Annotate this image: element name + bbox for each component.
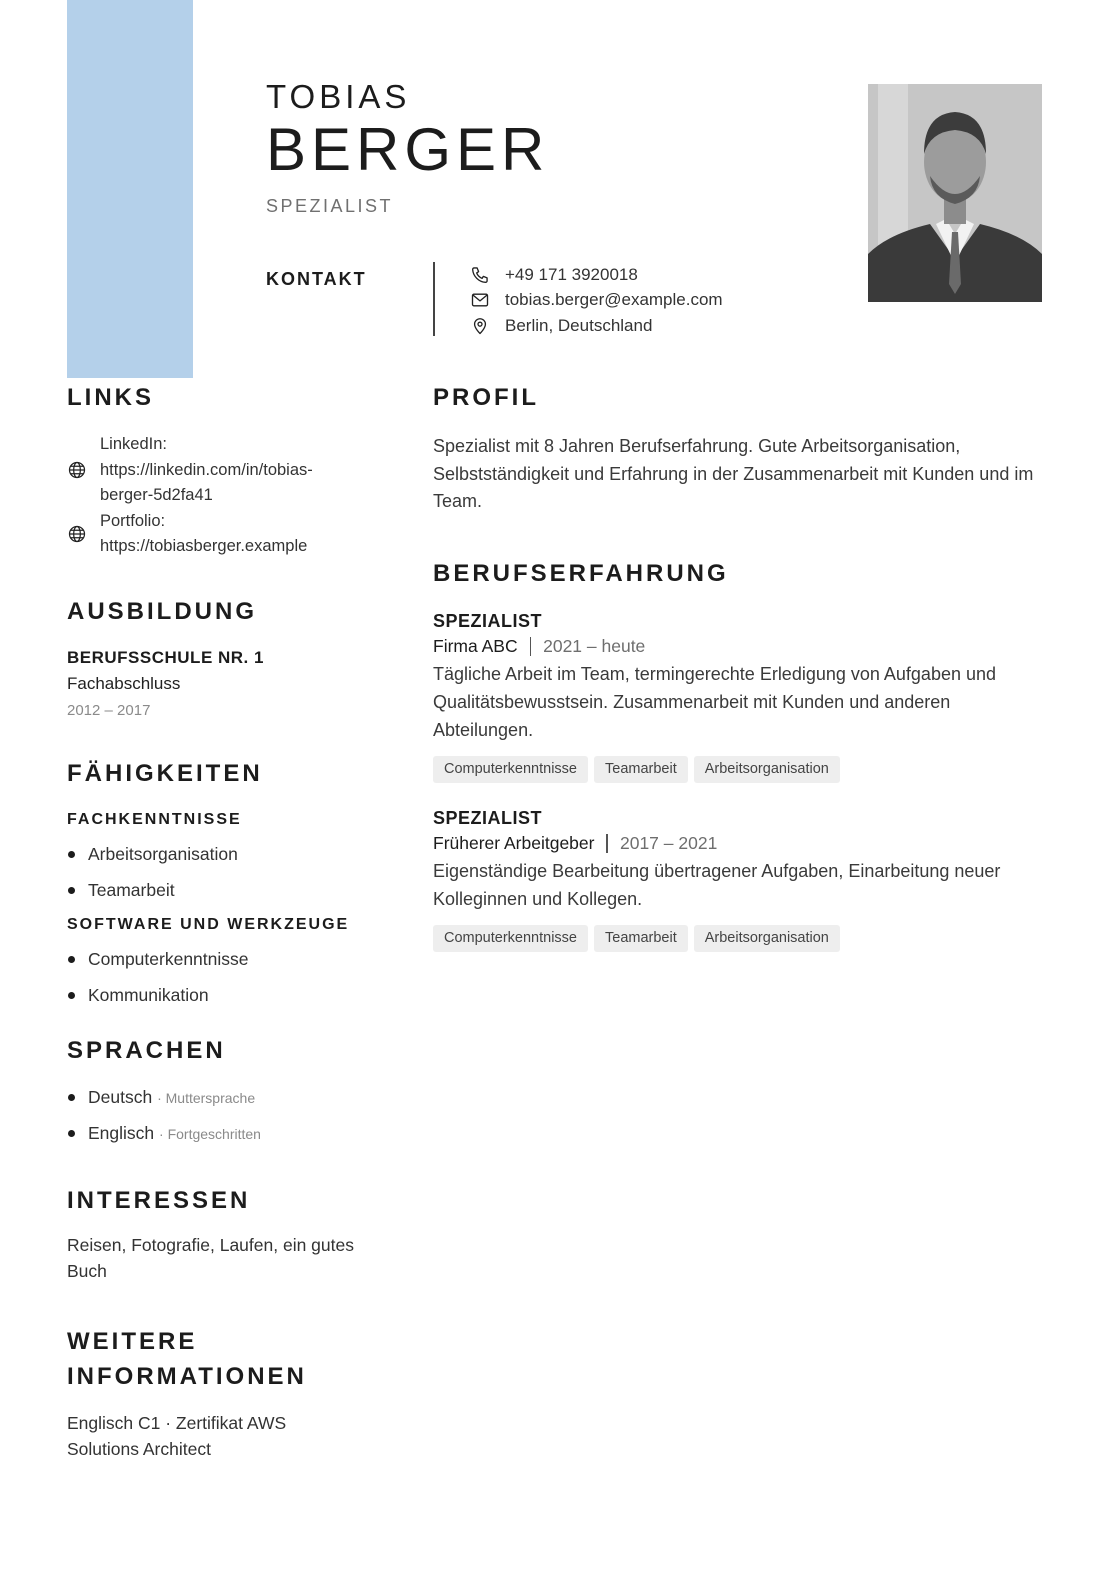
first-name: TOBIAS xyxy=(266,78,411,115)
skills-section xyxy=(67,756,387,1018)
more-info-section xyxy=(67,1324,387,1462)
list-item xyxy=(67,1084,387,1120)
link-label: Portfolio: xyxy=(100,511,166,530)
job-company: Früherer Arbeitgeber xyxy=(433,832,595,853)
contact-label: KONTAKT xyxy=(266,269,367,289)
link-url[interactable]: https://linkedin.com/in/tobias- xyxy=(100,460,313,479)
profile-text: Spezialist mit 8 Jahren Berufserfahrung. Gute Arbeitsorganisation, Selbstständigkeit und Erfahrung in der Zusammenarbeit mit Kunden und im Team. xyxy=(433,436,1034,511)
education-school: BERUFSSCHULE NR. 1 xyxy=(67,647,264,667)
mail-icon xyxy=(470,290,490,310)
skill-tag: Teamarbeit xyxy=(594,756,688,783)
skill-tag: Arbeitsorganisation xyxy=(694,756,840,783)
education-title: AUSBILDUNG xyxy=(67,597,257,625)
skill-tag: Teamarbeit xyxy=(594,925,688,952)
job-role: SPEZIALIST xyxy=(433,807,543,828)
experience-section xyxy=(433,556,1043,952)
education-section xyxy=(67,594,387,719)
job-company: Firma ABC xyxy=(433,635,518,656)
job-entry xyxy=(433,808,1043,952)
list-item xyxy=(67,1120,387,1156)
list-item: Arbeitsorganisation xyxy=(67,841,387,877)
list-item: Teamarbeit xyxy=(67,877,387,913)
skills-group-title: SOFTWARE UND WERKZEUGE xyxy=(67,915,350,933)
more-info-title xyxy=(67,1324,387,1394)
globe-icon xyxy=(67,460,87,480)
skills-group-title: FACHKENNTNISSE xyxy=(67,810,242,828)
globe-icon xyxy=(67,524,87,544)
last-name: BERGER xyxy=(266,116,550,183)
skills-list xyxy=(67,946,387,1018)
skill-tag: Computerkenntnisse xyxy=(433,756,588,783)
profile-photo xyxy=(868,84,1042,302)
languages-section xyxy=(67,1033,387,1156)
links-list xyxy=(67,432,387,560)
language-level: · Fortgeschritten xyxy=(159,1125,261,1142)
education-years: 2012 – 2017 xyxy=(67,701,151,719)
job-role: SPEZIALIST xyxy=(433,610,543,631)
location-text: Berlin, Deutschland xyxy=(505,315,653,335)
language-name: Deutsch xyxy=(88,1086,153,1107)
language-level: · Muttersprache xyxy=(157,1089,256,1106)
resume-header xyxy=(266,78,549,217)
interests-section xyxy=(67,1183,387,1284)
skill-tag: Computerkenntnisse xyxy=(433,925,588,952)
links-section xyxy=(67,380,387,560)
education-degree: Fachabschluss xyxy=(67,673,181,693)
experience-title: BERUFSERFAHRUNG xyxy=(433,559,729,587)
job-dates: 2017 – 2021 xyxy=(619,832,718,853)
email-text: tobias.berger@example.com xyxy=(505,290,723,310)
job-tags xyxy=(433,756,1043,783)
skills-list xyxy=(67,841,387,913)
languages-list xyxy=(67,1084,387,1156)
job-tags xyxy=(433,925,1043,952)
job-separator xyxy=(606,834,608,853)
contact-divider xyxy=(433,262,435,336)
more-info-title-line: WEITERE xyxy=(67,1327,198,1355)
link-portfolio[interactable] xyxy=(67,509,387,560)
job-meta xyxy=(433,833,1043,854)
job-description: Eigenständige Bearbeitung übertragener Aufgaben, Einarbeitung neuer Kolleginnen und Kollegen. xyxy=(433,860,1001,909)
contact-email[interactable] xyxy=(470,288,723,314)
contact-phone[interactable] xyxy=(470,262,723,288)
link-url[interactable]: berger-5d2fa41 xyxy=(100,486,213,504)
job-dates: 2021 – heute xyxy=(543,635,646,656)
job-entry xyxy=(433,611,1043,783)
right-column xyxy=(433,380,1043,952)
interests-title: INTERESSEN xyxy=(67,1186,251,1214)
accent-bar xyxy=(67,0,193,378)
list-item: Computerkenntnisse xyxy=(67,946,387,982)
link-label: LinkedIn: xyxy=(100,435,167,453)
job-meta xyxy=(433,636,1043,657)
location-pin-icon xyxy=(470,316,490,336)
skills-title: FÄHIGKEITEN xyxy=(67,759,263,787)
more-info-title-line: INFORMATIONEN xyxy=(67,1362,307,1390)
phone-text: +49 171 3920018 xyxy=(505,264,638,284)
link-linkedin[interactable] xyxy=(67,432,387,509)
more-info-text: Englisch C1 · Zertifikat AWS Solutions Architect xyxy=(67,1412,287,1459)
interests-text: Reisen, Fotografie, Laufen, ein gutes Buch xyxy=(67,1234,354,1281)
languages-title: SPRACHEN xyxy=(67,1036,226,1064)
job-separator xyxy=(530,637,532,656)
list-item: Kommunikation xyxy=(67,982,387,1018)
links-title: LINKS xyxy=(67,384,154,411)
skill-tag: Arbeitsorganisation xyxy=(694,925,840,952)
contact-location xyxy=(470,313,723,339)
profile-title: PROFIL xyxy=(433,384,539,411)
contact-list xyxy=(470,262,723,339)
job-title: SPEZIALIST xyxy=(266,196,394,216)
language-name: Englisch xyxy=(88,1122,155,1143)
profile-section xyxy=(433,380,1043,516)
left-column xyxy=(67,380,387,1462)
phone-icon xyxy=(470,265,490,285)
link-url[interactable]: https://tobiasberger.example xyxy=(100,537,308,555)
job-description: Tägliche Arbeit im Team, termingerechte Erledigung von Aufgaben und Qualitätsbewusstsein. Zusammenarbeit mit Kunden und anderen Abteilungen. xyxy=(433,663,997,740)
